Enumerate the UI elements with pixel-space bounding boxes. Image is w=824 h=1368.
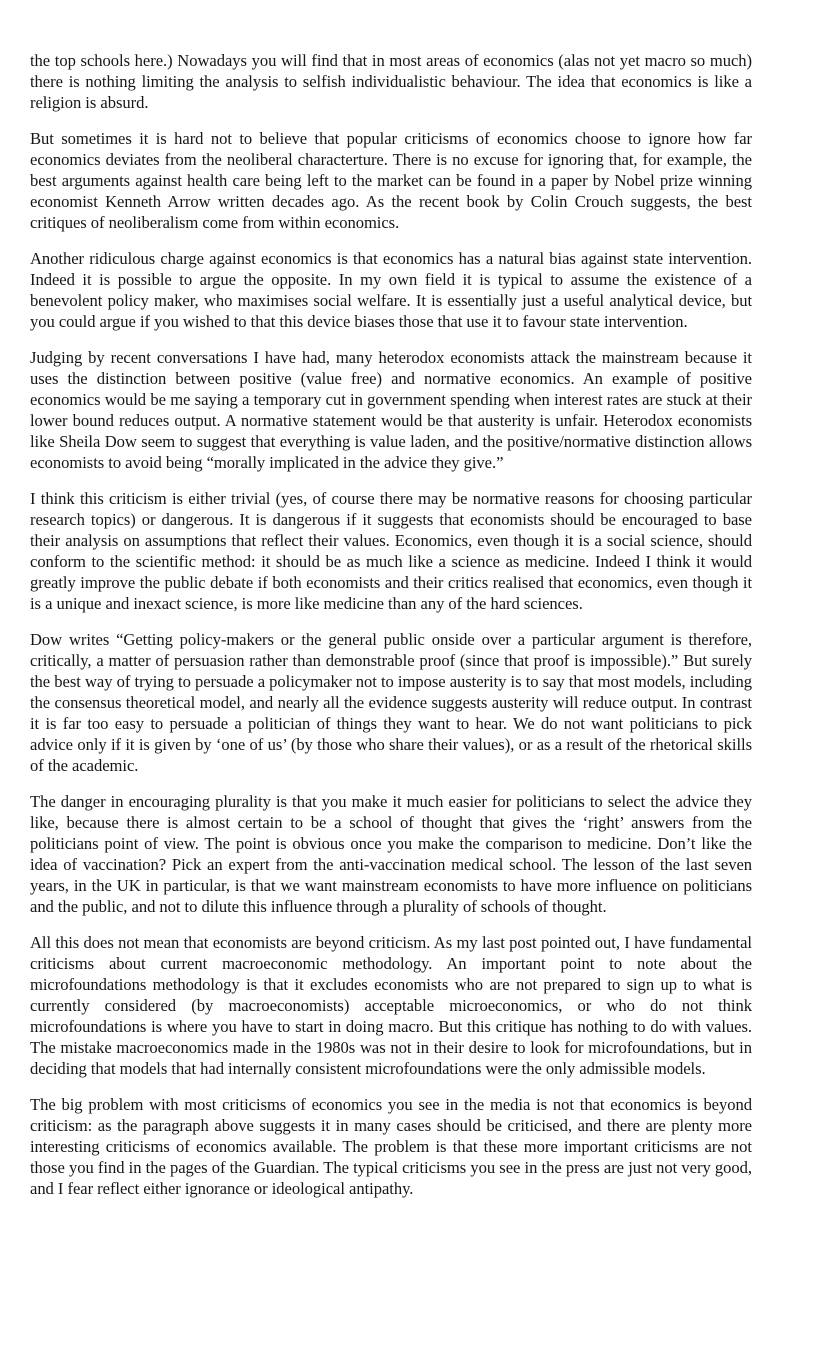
article-body (30, 50, 752, 1199)
paragraph: All this does not mean that economists are beyond criticism. As my last post pointed out, I have fundamental criticisms about current macroeconomic methodology. An important point to note about the microfoundations methodology is that it excludes economists who are not prepared to sign up to what is currently considered (by macroeconomists) acceptable microeconomics, or who do not think microfoundations is where you have to start in doing macro. But this critique has nothing to do with values. The mistake macroeconomics made in the 1980s was not in their desire to look for microfoundations, but in deciding that models that had internally consistent microfoundations were the only admissible models. (30, 933, 752, 1078)
paragraph: Judging by recent conversations I have had, many heterodox economists attack the mainstream because it uses the distinction between positive (value free) and normative economics. An example of positive economics would be me saying a temporary cut in government spending when interest rates are stuck at their lower bound reduces output. A normative statement would be that austerity is unfair. Heterodox economists like Sheila Dow seem to suggest that everything is value laden, and the positive/normative distinction allows economists to avoid being “morally implicated in the advice they give.” (30, 348, 752, 472)
paragraph: The big problem with most criticisms of economics you see in the media is not that economics is beyond criticism: as the paragraph above suggests it in many cases should be criticised, and there are plenty more interesting criticisms of economics available. The problem is that these more important criticisms are not those you find in the pages of the Guardian. The typical criticisms you see in the press are just not very good, and I fear reflect either ignorance or ideological antipathy. (30, 1095, 752, 1198)
paragraph: Dow writes “Getting policy-makers or the general public onside over a particular argument is therefore, critically, a matter of persuasion rather than demonstrable proof (since that proof is impossible).” But surely the best way of trying to persuade a policymaker not to impose austerity is to say that most models, including the consensus theoretical model, and nearly all the evidence suggests austerity will reduce output. In contrast it is far too easy to persuade a politician of things they want to hear. We do not want politicians to pick advice only if it is given by ‘one of us’ (by those who share their values), or as a result of the rhetorical skills of the academic. (30, 630, 752, 775)
paragraph: The danger in encouraging plurality is that you make it much easier for politicians to select the advice they like, because there is almost certain to be a school of thought that gives the ‘right’ answers from the politicians point of view. The point is obvious once you make the comparison to medicine. Don’t like the idea of vaccination? Pick an expert from the anti-vaccination medical school. The lesson of the last seven years, in the UK in particular, is that we want mainstream economists to have more influence on politicians and the public, and not to dilute this influence through a plurality of schools of thought. (30, 792, 752, 916)
paragraph: the top schools here.) Nowadays you will find that in most areas of economics (alas not yet macro so much) there is nothing limiting the analysis to selfish individualistic behaviour. The idea that economics is like a religion is absurd. (30, 51, 752, 112)
paragraph: But sometimes it is hard not to believe that popular criticisms of economics choose to ignore how far economics deviates from the neoliberal characterture. There is no excuse for ignoring that, for example, the best arguments against health care being left to the market can be found in a paper by Nobel prize winning economist Kenneth Arrow written decades ago. As the recent book by Colin Crouch suggests, the best critiques of neoliberalism come from within economics. (30, 129, 752, 232)
paragraph: I think this criticism is either trivial (yes, of course there may be normative reasons for choosing particular research topics) or dangerous. It is dangerous if it suggests that economists should be encouraged to base their analysis on assumptions that reflect their values. Economics, even though it is a social science, should conform to the scientific method: it should be as much like a science as medicine. Indeed I think it would greatly improve the public debate if both economists and their critics realised that economics, even though it is a unique and inexact science, is more like medicine than any of the hard sciences. (30, 489, 752, 613)
paragraph: Another ridiculous charge against economics is that economics has a natural bias against state intervention. Indeed it is possible to argue the opposite. In my own field it is typical to assume the existence of a benevolent policy maker, who maximises social welfare. It is essentially just a useful analytical device, but you could argue if you wished to that this device biases those that use it to favour state intervention. (30, 249, 752, 331)
